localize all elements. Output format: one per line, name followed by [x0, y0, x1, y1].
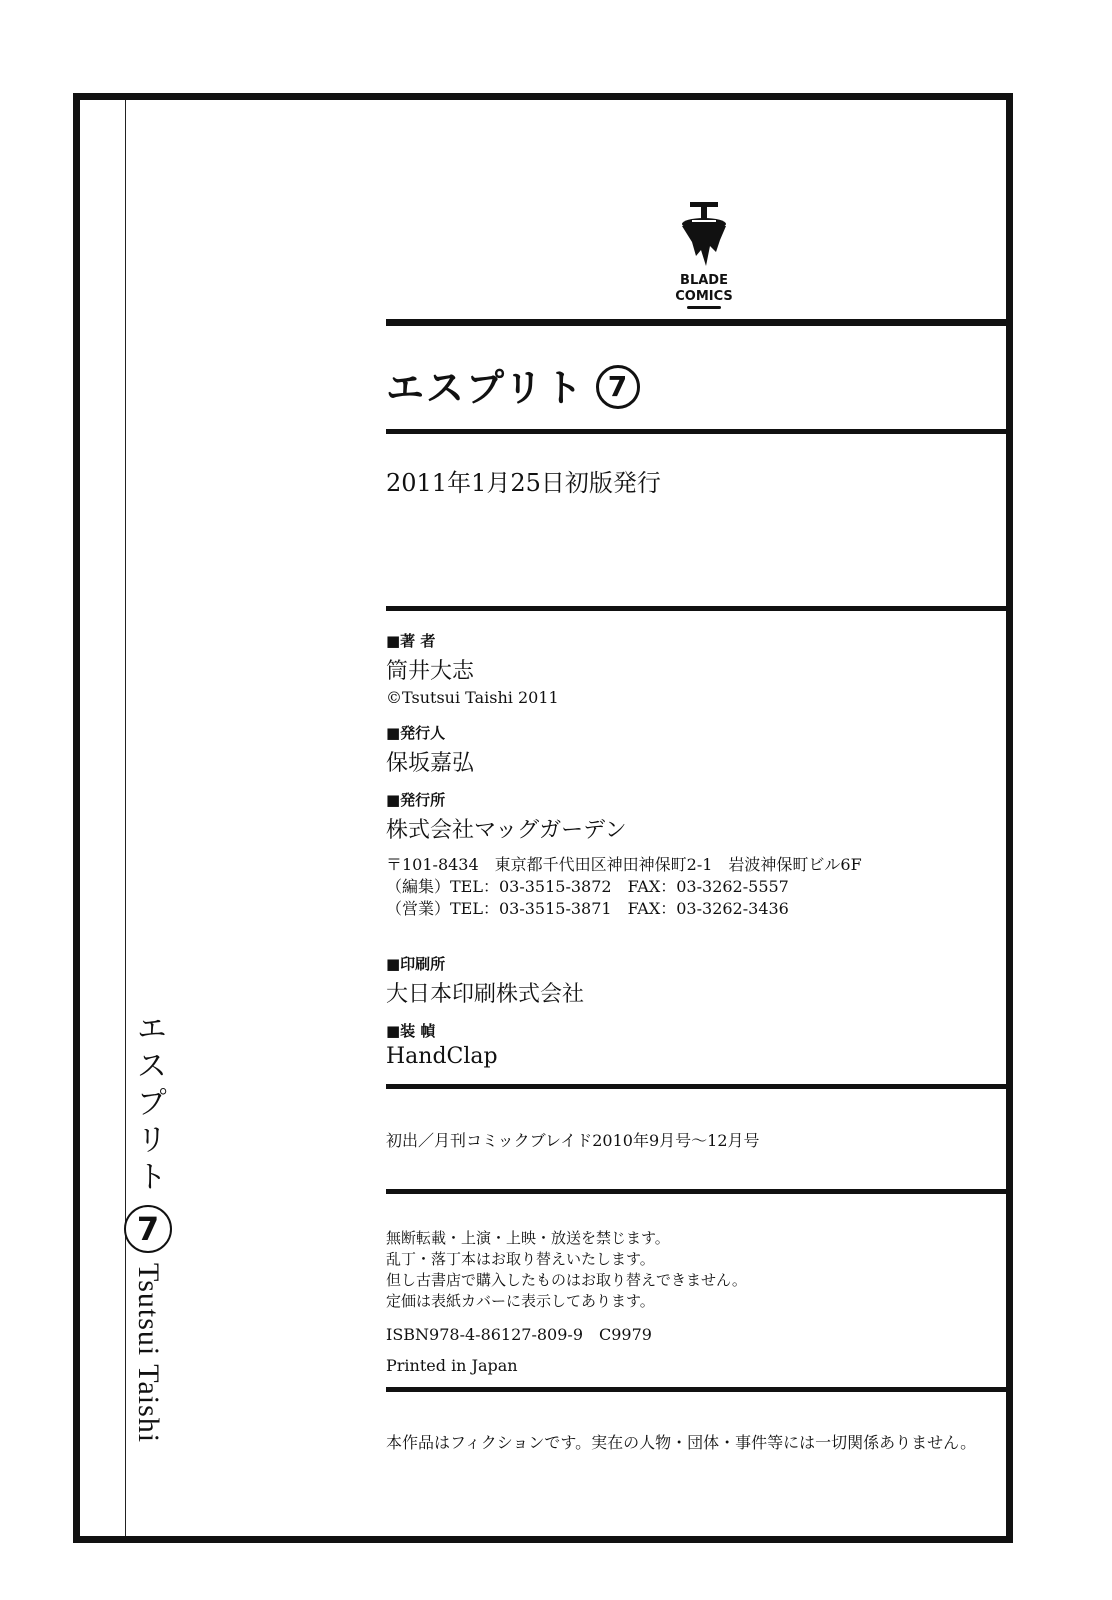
- logo-text-comics: COMICS: [675, 289, 733, 304]
- author-name: 筒井大志: [386, 659, 475, 684]
- notice-line: 但し古書店で購入したものはお取り替えできません。: [386, 1271, 747, 1289]
- design-name: HandClap: [386, 1044, 498, 1069]
- spine-author: Tsutsui Taishi: [132, 1263, 165, 1444]
- notices: [386, 1228, 747, 1312]
- fiction-disclaimer: 本作品はフィクションです。実在の人物・団体・事件等には一切関係ありません。: [386, 1433, 977, 1452]
- logo-underline: [687, 306, 721, 309]
- address-line: 〒101-8434 東京都千代田区神田神保町2-1 岩波神保町ビル6F: [386, 855, 862, 874]
- blade-comics-logo-icon: [676, 200, 732, 272]
- printer-label: ■印刷所: [386, 955, 446, 973]
- isbn: ISBN978-4-86127-809-9 C9979: [386, 1325, 652, 1344]
- blade-comics-logo: [667, 200, 741, 310]
- spine-title: エスプリト: [130, 1012, 167, 1197]
- volume-badge: 7: [596, 365, 640, 409]
- divider-first-appearance: [386, 1084, 1006, 1089]
- publisher-name: 株式会社マッグガーデン: [386, 818, 627, 843]
- first-edition-date: 2011年1月25日初版発行: [386, 469, 661, 497]
- book-title-text: エスプリト: [386, 366, 585, 410]
- logo-text-blade: BLADE: [680, 273, 728, 288]
- notice-line: 乱丁・落丁本はお取り替えいたします。: [386, 1250, 655, 1268]
- publisher-person: 保坂嘉弘: [386, 751, 475, 776]
- publisher-label: ■発行所: [386, 791, 446, 809]
- first-appearance: 初出／月刊コミックブレイド2010年9月号～12月号: [386, 1131, 760, 1150]
- divider-notices: [386, 1189, 1006, 1194]
- divider-title: [386, 429, 1006, 434]
- spine-volume-badge: 7: [124, 1205, 172, 1253]
- notice-line: 無断転載・上演・上映・放送を禁じます。: [386, 1229, 670, 1247]
- author-label: ■著 者: [386, 632, 436, 650]
- publisher-address: [386, 854, 862, 920]
- address-line: （営業）TEL：03-3515-3871 FAX：03-3262-3436: [386, 899, 789, 918]
- design-label: ■装 幀: [386, 1022, 436, 1040]
- book-title: [386, 357, 640, 413]
- printer-name: 大日本印刷株式会社: [386, 982, 585, 1007]
- divider-disclaimer: [386, 1387, 1006, 1392]
- printed-in: Printed in Japan: [386, 1356, 518, 1375]
- divider-top: [386, 319, 1006, 326]
- spine: [124, 1012, 172, 1443]
- notice-line: 定価は表紙カバーに表示してあります。: [386, 1292, 655, 1310]
- copyright: ©Tsutsui Taishi 2011: [386, 688, 559, 707]
- address-line: （編集）TEL：03-3515-3872 FAX：03-3262-5557: [386, 877, 789, 896]
- publisher-person-label: ■発行人: [386, 724, 446, 742]
- divider-credits: [386, 606, 1006, 611]
